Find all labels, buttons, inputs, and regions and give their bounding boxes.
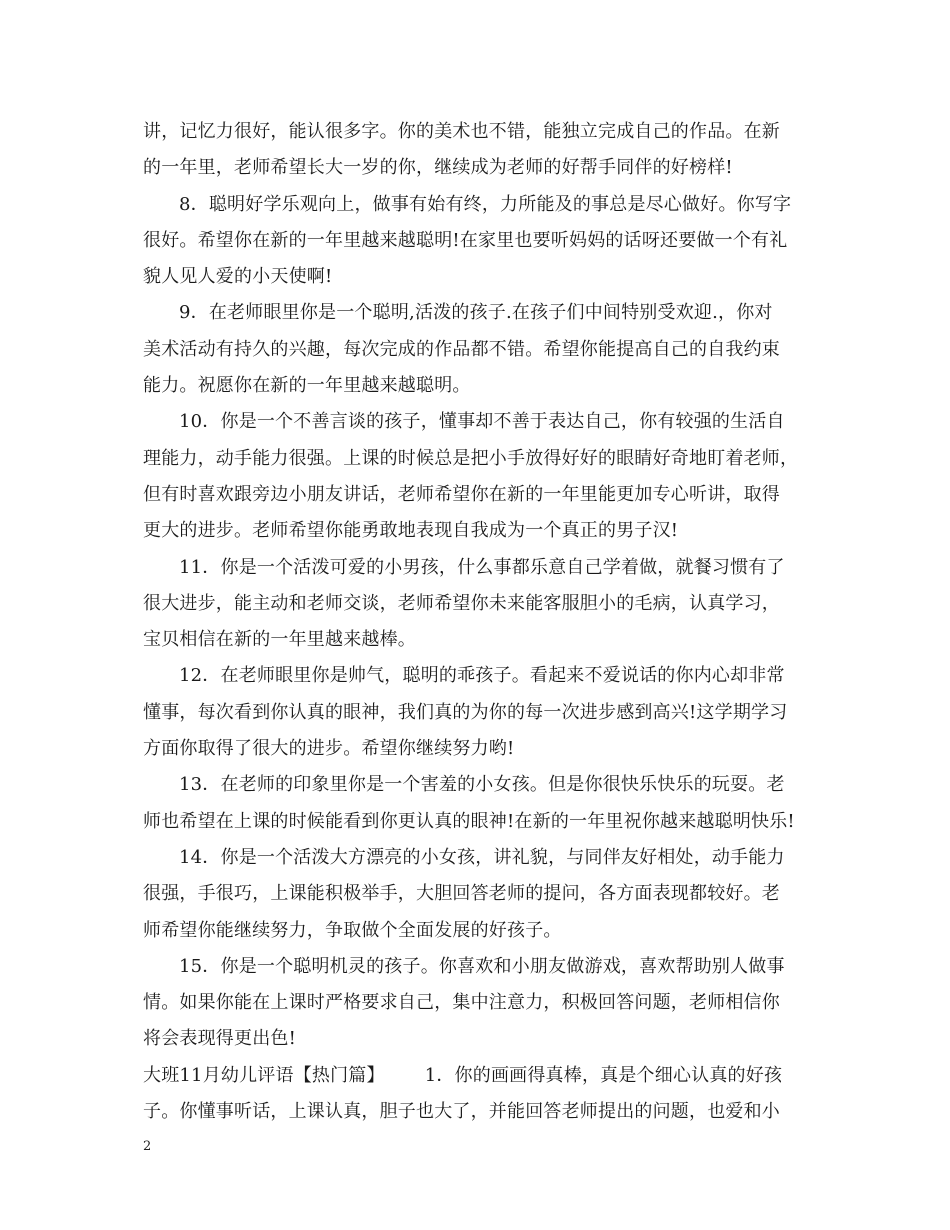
section-heading: 大班11月幼儿评语【热门篇】 xyxy=(143,1064,385,1086)
text-line: 方面你取得了很大的进步。希望你继续努力哟! xyxy=(143,738,515,760)
text-line: 更大的进步。老师希望你能勇敢地表现自我成为一个真正的男子汉! xyxy=(143,520,679,542)
heading-line xyxy=(143,1058,815,1094)
text-line: 将会表现得更出色! xyxy=(143,1028,297,1050)
text-line: 11．你是一个活泼可爱的小男孩，什么事都乐意自己学着做，就餐习惯有了 xyxy=(179,556,785,578)
text-line: 美术活动有持久的兴趣，每次完成的作品都不错。希望你能提高自己的自我约束 xyxy=(143,338,780,360)
page-number: 2 xyxy=(143,1139,152,1154)
text-line: 15．你是一个聪明机灵的孩子。你喜欢和小朋友做游戏，喜欢帮助别人做事 xyxy=(179,955,785,977)
text-line-last: 子。你懂事听话，上课认真，胆子也大了，并能回答老师提出的问题，也爱和小 xyxy=(143,1101,780,1123)
text-line: 情。如果你能在上课时严格要求自己，集中注意力，积极回答问题，老师相信你 xyxy=(143,992,780,1014)
text-line: 13．在老师的印象里你是一个害羞的小女孩。但是你很快乐快乐的玩耍。老 xyxy=(179,774,785,796)
text-line: 讲，记忆力很好，能认很多字。你的美术也不错，能独立完成自己的作品。在新 xyxy=(143,121,780,142)
text-line: 14．你是一个活泼大方漂亮的小女孩，讲礼貌，与同伴友好相处，动手能力 xyxy=(179,846,785,868)
text-line: 12．在老师眼里你是帅气，聪明的乖孩子。看起来不爱说话的你内心却非常 xyxy=(179,665,785,687)
text-line: 8．聪明好学乐观向上，做事有始有终，力所能及的事总是尽心做好。你写字 xyxy=(179,193,792,215)
text-line: 貌人见人爱的小天使啊! xyxy=(143,266,333,288)
text-line: 但有时喜欢跟旁边小朋友讲话，老师希望你在新的一年里能更加专心听讲，取得 xyxy=(143,483,780,505)
text-line: 很好。希望你在新的一年里越来越聪明!在家里也要听妈妈的话呀还要做一个有礼 xyxy=(143,229,788,251)
text-line: 10．你是一个不善言谈的孩子，懂事却不善于表达自己，你有较强的生活自 xyxy=(179,411,785,433)
text-line: 理能力，动手能力很强。上课的时候总是把小手放得好好的眼睛好奇地盯着老师， xyxy=(143,447,799,469)
text-line: 师也希望在上课的时候能看到你更认真的眼神!在新的一年里祝你越来越聪明快乐! xyxy=(143,810,795,832)
text-line: 师希望你能继续努力，争取做个全面发展的好孩子。 xyxy=(143,919,562,941)
text-line: 懂事，每次看到你认真的眼神，我们真的为你的每一次进步感到高兴!这学期学习 xyxy=(143,701,788,723)
text-line: 的一年里，老师希望长大一岁的你，继续成为老师的好帮手同伴的好榜样! xyxy=(143,157,733,179)
text-line: 能力。祝愿你在新的一年里越来越聪明。 xyxy=(143,375,471,397)
text-line: 宝贝相信在新的一年里越来越棒。 xyxy=(143,629,416,651)
document-body xyxy=(143,114,815,1130)
text-line: 很大进步，能主动和老师交谈，老师希望你未来能客服胆小的毛病，认真学习， xyxy=(143,592,780,614)
text-line: 9．在老师眼里你是一个聪明,活泼的孩子.在孩子们中间特别受欢迎.，你对 xyxy=(179,302,773,324)
heading-line-text: 1．你的画画得真棒，真是个细心认真的好孩 xyxy=(424,1064,783,1086)
text-line: 很强，手很巧，上课能积极举手，大胆回答老师的提问，各方面表现都较好。老 xyxy=(143,883,780,905)
